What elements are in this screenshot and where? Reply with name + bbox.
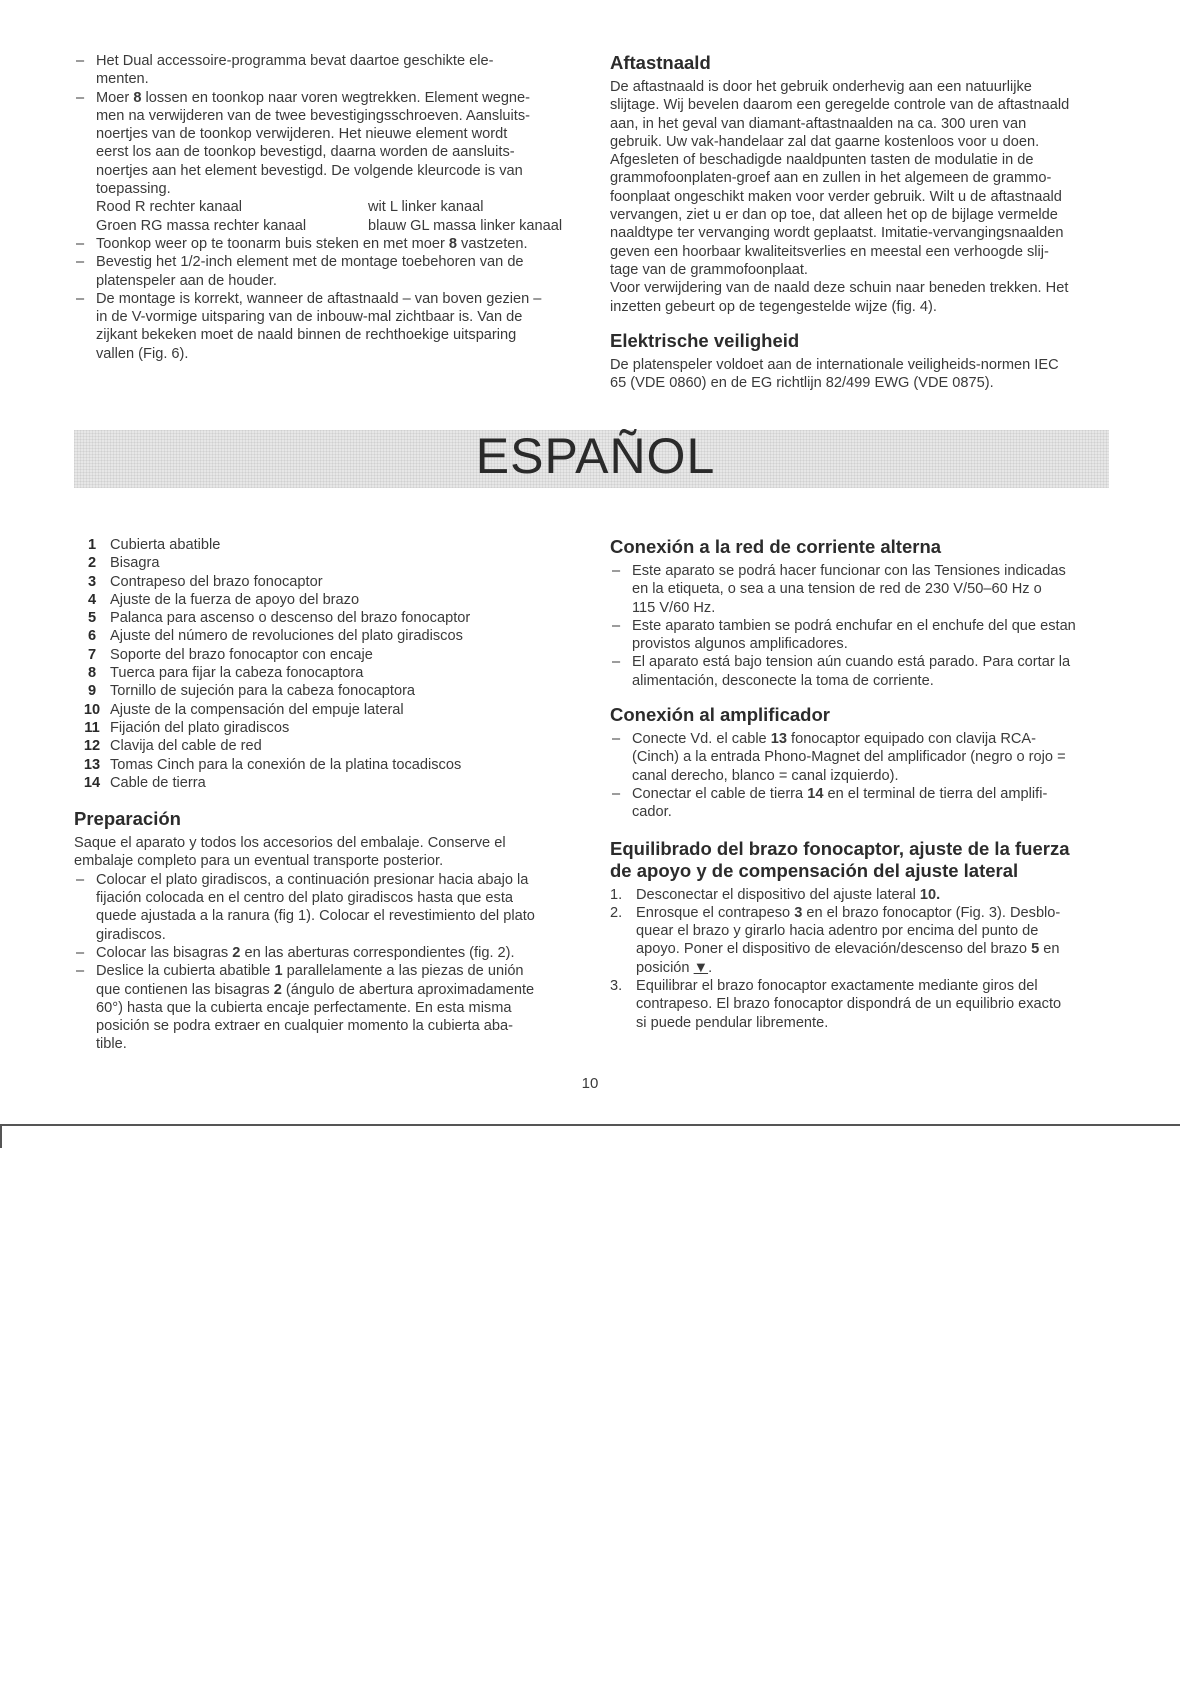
part-number: 6: [87, 628, 97, 645]
part-label: Fijación del plato giradiscos: [110, 719, 290, 736]
es-list-item: – Colocar las bisagras 2 en las aberturas correspondientes (fig. 2).: [74, 944, 576, 962]
part-number: 10: [83, 701, 101, 718]
page-number: 10: [581, 1075, 599, 1092]
part-number: 9: [87, 683, 97, 700]
section-title-aftastnaald: Aftastnaald: [610, 52, 711, 73]
part-label: Ajuste de la compensación del empuje lateral: [110, 701, 404, 718]
section-title-conexion-red: Conexión a la red de corriente alterna: [610, 536, 942, 557]
part-item: [74, 774, 576, 792]
part-item: [74, 554, 576, 572]
section-title-preparacion: Preparación: [74, 808, 181, 830]
part-item: [74, 701, 576, 719]
nl-list-item: – Toonkop weer op te toonarm buis steken en met moer 8 vastzeten.: [74, 235, 576, 253]
part-label: Soporte del brazo fonocaptor con encaje: [110, 646, 373, 663]
es-list-item: – El aparato está bajo tension aún cuando está parado. Para cortar la alimentación, desconecte la toma de corriente.: [610, 653, 1110, 690]
nl-list-item: – De montage is korrekt, wanneer de aftastnaald – van boven gezien – in de V-vormige uitsparing van de inbouw-mal zichtbaar is. Van de zijkant bekeken moet de naald binnen de rechthoekige uitsparing vallen (Fig. 6).: [74, 290, 576, 363]
es-list-item: – Este aparato se podrá hacer funcionar con las Tensiones indicadas en la etiqueta, o sea a una tension de red de 230 V/50–60 Hz o 115 V/60 Hz.: [610, 562, 1110, 617]
nl-list-item: – Het Dual accessoire-programma bevat daartoe geschikte ele- menten.: [74, 52, 576, 89]
es-list-item: – Este aparato tambien se podrá enchufar en el enchufe del que estan provistos algunos amplificadores.: [610, 617, 1110, 654]
part-item: [74, 591, 576, 609]
part-item: [74, 573, 576, 591]
part-label: Clavija del cable de red: [110, 738, 262, 755]
part-number: 7: [87, 646, 97, 663]
part-item: [74, 646, 576, 664]
part-item: [74, 737, 576, 755]
part-item: [74, 756, 576, 774]
part-item: [74, 627, 576, 645]
ordered-item: 1. Desconectar el dispositivo del ajuste lateral 10.: [610, 886, 941, 903]
part-number: 4: [87, 591, 97, 608]
part-item: [74, 664, 576, 682]
conexion-amplificador-body: [610, 730, 1110, 821]
es-list-item: – Conecte Vd. el cable 13 fonocaptor equipado con clavija RCA- (Cinch) a la entrada Phono-Magnet del amplificador (negro o rojo = canal derecho, blanco = canal izquierdo).: [610, 730, 1110, 785]
ordered-item: 2. Enrosque el contrapeso 3 en el brazo fonocaptor (Fig. 3). Desblo- quear el brazo y girarlo hacia adentro por encima del punto de apoyo. Poner el dispositivo de elevación/descenso del brazo 5 en posición ▼.: [610, 904, 1061, 976]
part-number: 3: [87, 573, 97, 590]
color-code-row: Rood R rechter kanaal wit L linker kanaal: [96, 199, 484, 216]
part-item: [74, 719, 576, 737]
part-label: Palanca para ascenso o descenso del brazo fonocaptor: [110, 610, 471, 627]
part-number: 5: [87, 610, 97, 627]
part-number: 11: [84, 719, 100, 736]
color-code-row: Groen RG massa rechter kanaal blauw GL massa linker kanaal: [96, 217, 563, 234]
veiligheid-body: De platenspeler voldoet aan de internationale veiligheids-normen IEC 65 (VDE 0860) en de EG richtlijn 82/499 EWG (VDE 0875).: [610, 356, 1059, 392]
part-label: Cable de tierra: [110, 774, 206, 791]
part-number: 1: [87, 537, 97, 553]
conexion-red-body: [610, 562, 1110, 690]
parts-list: [74, 536, 576, 792]
preparacion-body: Saque el aparato y todos los accesorios del embalaje. Conserve el embalaje completo para un eventual transporte posterior. – Colocar el plato giradiscos, a continuación presionar hacia abajo la fijación colocada en el centro del plato giradiscos hasta que esta quede ajustada a la ranura (fig 1). Colocar el revestimiento del plato giradiscos. – Colocar las bisagras 2 en las aberturas correspondientes (fig. 2). – Deslice la cubierta abatible 1 parallelamente a las piezas de unión que contienen las bisagras 2 (ángulo de abertura aproximadamente 60°) hasta que la cubierta encaje perfectamente. En esta misma posición se podra extraer en cualquier momento la cubierta aba- tible.: [74, 834, 576, 1054]
part-label: Bisagra: [110, 555, 160, 572]
part-number: 12: [83, 738, 101, 755]
nl-list-item: – Moer 8 lossen en toonkop naar voren wegtrekken. Element wegne- men na verwijderen van de twee bevestigingsschroeven. Aansluits- noertjes van de toonkop verwijderen. Het nieuwe element wordt eerst los aan de toonkop bevestigd, daarna worden de aansluits- noertjes aan het element bevestigd. De volgende kleurcode is van toepassing.: [74, 89, 576, 199]
part-label: Cubierta abatible: [110, 537, 221, 553]
part-number: 14: [83, 774, 101, 791]
es-list-item: – Deslice la cubierta abatible 1 parallelamente a las piezas de unión que contienen las bisagras 2 (ángulo de abertura aproximadamente 60°) hasta que la cubierta encaje perfectamente. En esta misma posición se podra extraer en cualquier momento la cubierta aba- tible.: [74, 962, 576, 1053]
corner-rule: [0, 1124, 2, 1148]
es-right-column: [610, 536, 1110, 1032]
section-title-conexion-amplificador: Conexión al amplificador: [610, 704, 830, 726]
section-title-equilibrado: Equilibrado del brazo fonocaptor, ajuste de la fuerza de apoyo y de compensación del ajuste lateral: [610, 837, 1070, 881]
part-label: Tornillo de sujeción para la cabeza fonocaptora: [110, 683, 416, 700]
part-item: [74, 536, 576, 554]
part-item: [74, 609, 576, 627]
part-label: Ajuste del número de revoluciones del plato giradiscos: [110, 628, 463, 645]
part-label: Contrapeso del brazo fonocaptor: [110, 573, 323, 590]
es-left-column: [74, 536, 576, 1054]
language-banner-title: ESPAÑOL: [475, 428, 716, 484]
nl-right-column: [610, 52, 1110, 392]
lowered-arm-icon: ▼: [693, 959, 709, 976]
equilibrado-body: [610, 886, 1110, 1032]
ordered-item: 3. Equilibrar el brazo fonocaptor exactamente mediante giros del contrapeso. El brazo fonocaptor dispondrá de un equilibrio exacto si puede pendular libremente.: [610, 978, 1062, 1031]
bottom-rule: [0, 1124, 1180, 1126]
part-item: [74, 682, 576, 700]
nl-left-column: [74, 52, 576, 363]
aftastnaald-body: De aftastnaald is door het gebruik onderhevig aan een natuurlijke slijtage. Wij bevelen daarom een geregelde controle van de aftastnaald aan, in het geval van diamant-aftastnaalden na ca. 300 uren van gebruik. Uw vak-handelaar zal dat gaarne kostenloos voor u doen. Afgesleten of beschadigde naaldpunten tasten de modulatie in de grammofoonplaten-groef aan en zullen in het algemeen de grammo- foonplaat ongeschikt maken voor verder gebruik. Wilt u de aftastnaald vervangen, ziet u er dan op toe, dat alleen het op de bijlage vermelde naaldtype ter vervanging wordt geplaatst. Imitatie-vervangingsnaalden geven een hoorbaar kwaliteitsverlies en meestal een verhoogde slij- tage van de grammofoonplaat. Voor verwijdering van de naald deze schuin naar beneden trekken. Het inzetten gebeurt op de tegengestelde wijze (fig. 4).: [610, 79, 1070, 315]
part-number: 13: [83, 756, 101, 773]
es-list-item: – Colocar el plato giradiscos, a continuación presionar hacia abajo la fijación colocada en el centro del plato giradiscos hasta que esta quede ajustada a la ranura (fig 1). Colocar el revestimiento del plato giradiscos.: [74, 871, 576, 944]
part-label: Tomas Cinch para la conexión de la platina tocadiscos: [110, 756, 462, 773]
part-number: 8: [87, 665, 97, 682]
part-number: 2: [87, 555, 97, 572]
part-label: Tuerca para fijar la cabeza fonocaptora: [110, 665, 364, 682]
nl-list-item: – Bevestig het 1/2-inch element met de montage toebehoren van de platenspeler aan de houder.: [74, 253, 576, 290]
part-label: Ajuste de la fuerza de apoyo del brazo: [110, 591, 360, 608]
es-list-item: – Conectar el cable de tierra 14 en el terminal de tierra del amplifi- cador.: [610, 785, 1110, 822]
section-title-elektrische-veiligheid: Elektrische veiligheid: [610, 329, 800, 351]
